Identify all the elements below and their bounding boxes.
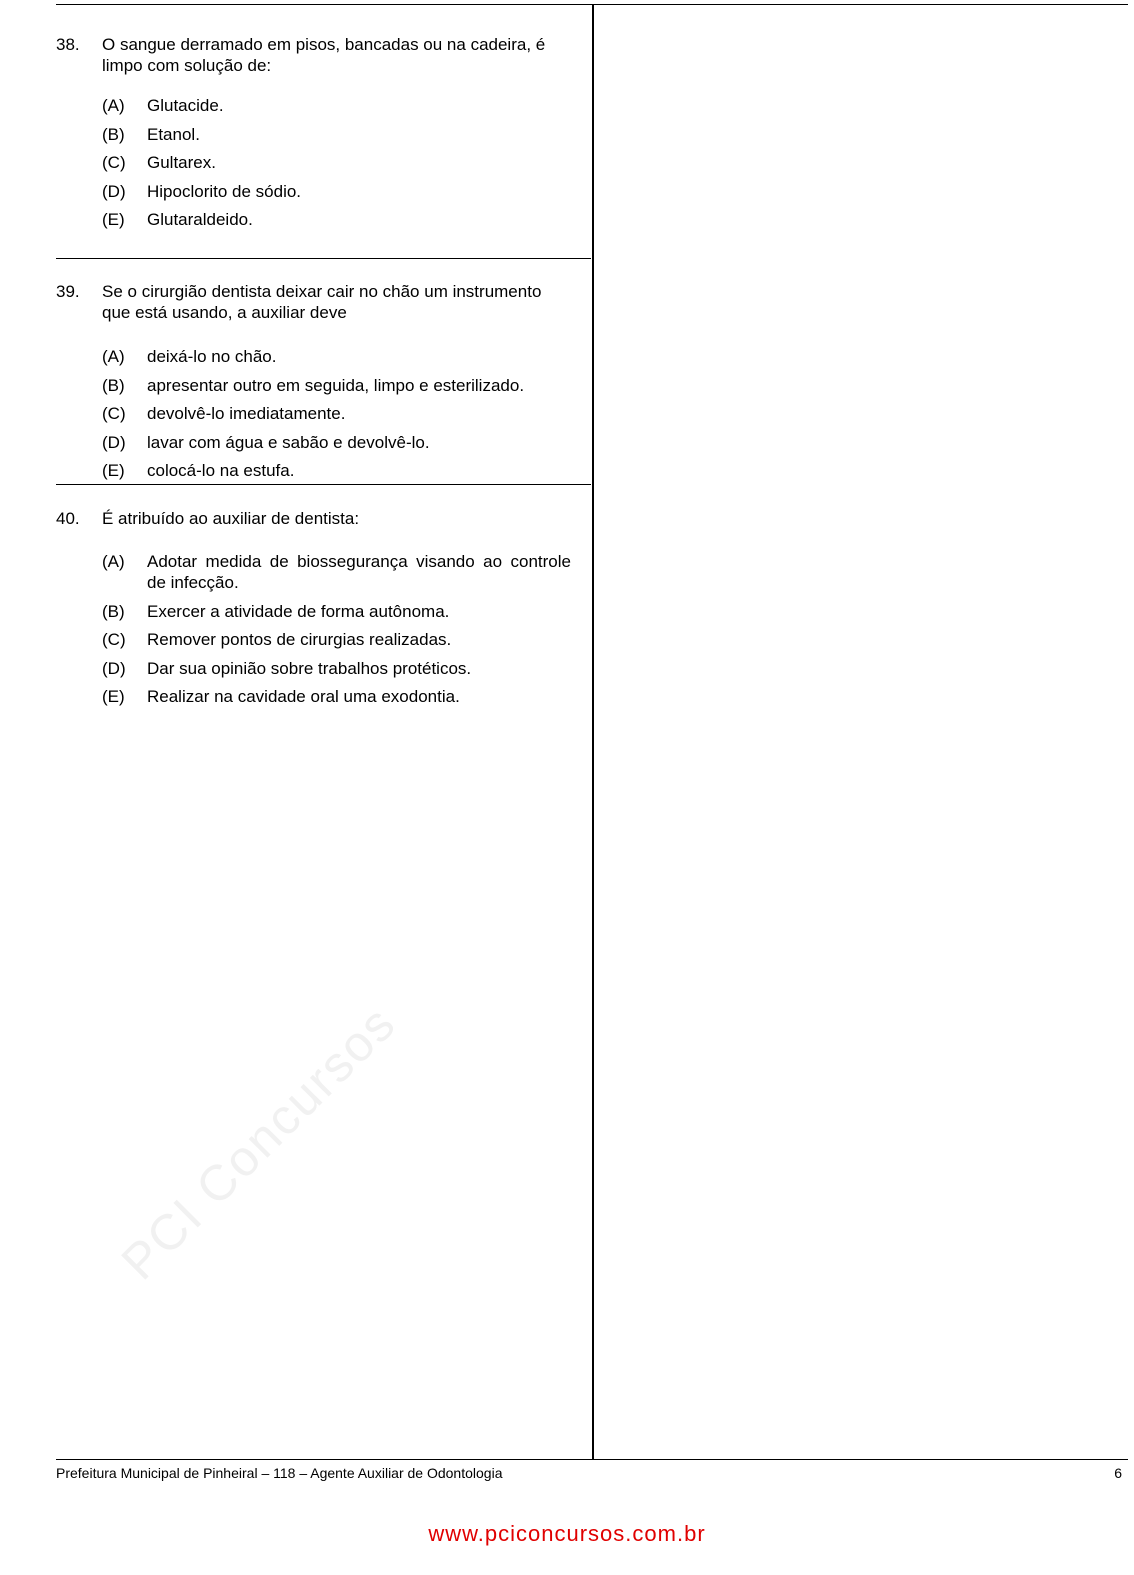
option-e[interactable] xyxy=(56,686,571,707)
question-number: 39. xyxy=(56,282,80,301)
option-text: Etanol. xyxy=(147,124,200,144)
option-letter: (E) xyxy=(102,210,125,229)
option-b[interactable] xyxy=(56,124,571,145)
option-text: Exercer a atividade de forma autônoma. xyxy=(147,601,450,621)
options-list xyxy=(56,95,571,230)
option-text: lavar com água e sabão e devolvê-lo. xyxy=(147,432,430,452)
option-letter: (D) xyxy=(102,181,126,201)
site-url-link[interactable]: www.pciconcursos.com.br xyxy=(428,1521,706,1546)
option-text: Gultarex. xyxy=(147,153,216,172)
option-a[interactable] xyxy=(56,95,571,116)
option-e[interactable] xyxy=(56,460,571,481)
option-d[interactable] xyxy=(56,658,571,679)
option-letter: (E) xyxy=(102,461,125,480)
option-text: Realizar na cavidade oral uma exodontia. xyxy=(147,687,460,706)
option-letter: (C) xyxy=(102,404,126,423)
question-separator xyxy=(56,258,591,259)
page-number: 6 xyxy=(1114,1465,1122,1481)
options-list xyxy=(56,551,571,707)
question-separator xyxy=(56,484,591,485)
option-text: deixá-lo no chão. xyxy=(147,347,277,366)
question-number: 38. xyxy=(56,35,80,54)
column-divider xyxy=(592,4,594,1460)
question-stem: Se o cirurgião dentista deixar cair no chão um instrumento que está usando, a auxiliar deve xyxy=(102,282,542,322)
option-e[interactable] xyxy=(56,209,571,230)
footer-rule xyxy=(56,1459,1128,1460)
option-letter: (E) xyxy=(102,687,125,706)
option-letter: (A) xyxy=(102,347,125,366)
option-text: Glutacide. xyxy=(147,96,224,115)
option-b[interactable] xyxy=(56,375,571,396)
question-39 xyxy=(56,281,571,481)
watermark-text: PCI Concursos xyxy=(110,994,407,1291)
option-letter: (D) xyxy=(102,658,126,678)
option-letter: (B) xyxy=(102,601,125,621)
question-number: 40. xyxy=(56,509,80,528)
options-list xyxy=(56,346,571,481)
option-letter: (B) xyxy=(102,124,125,144)
question-stem: É atribuído ao auxiliar de dentista: xyxy=(102,509,360,528)
option-text: colocá-lo na estufa. xyxy=(147,461,295,480)
option-text: Adotar medida de biossegurança visando ao controle de infecção. xyxy=(147,552,571,592)
option-letter: (C) xyxy=(102,630,126,649)
footer-text: Prefeitura Municipal de Pinheiral – 118 – Agente Auxiliar de Odontologia xyxy=(56,1465,503,1481)
option-c[interactable] xyxy=(56,403,571,424)
question-40 xyxy=(56,508,571,707)
option-text: Dar sua opinião sobre trabalhos protéticos. xyxy=(147,658,472,678)
option-c[interactable] xyxy=(56,629,571,650)
option-text: Remover pontos de cirurgias realizadas. xyxy=(147,630,452,649)
question-stem: O sangue derramado em pisos, bancadas ou na cadeira, é limpo com solução de: xyxy=(102,35,546,75)
option-letter: (D) xyxy=(102,432,126,452)
option-letter: (A) xyxy=(102,96,125,115)
option-text: Glutaraldeido. xyxy=(147,210,253,229)
option-text: devolvê-lo imediatamente. xyxy=(147,404,346,423)
option-b[interactable] xyxy=(56,601,571,622)
option-a[interactable] xyxy=(56,551,571,593)
option-c[interactable] xyxy=(56,152,571,173)
option-text: Hipoclorito de sódio. xyxy=(147,181,302,201)
option-a[interactable] xyxy=(56,346,571,367)
option-d[interactable] xyxy=(56,432,571,453)
option-letter: (C) xyxy=(102,153,126,172)
option-letter: (A) xyxy=(102,552,125,571)
option-letter: (B) xyxy=(102,375,125,395)
question-38 xyxy=(56,34,571,230)
option-d[interactable] xyxy=(56,181,571,202)
option-text: apresentar outro em seguida, limpo e esterilizado. xyxy=(147,375,525,395)
